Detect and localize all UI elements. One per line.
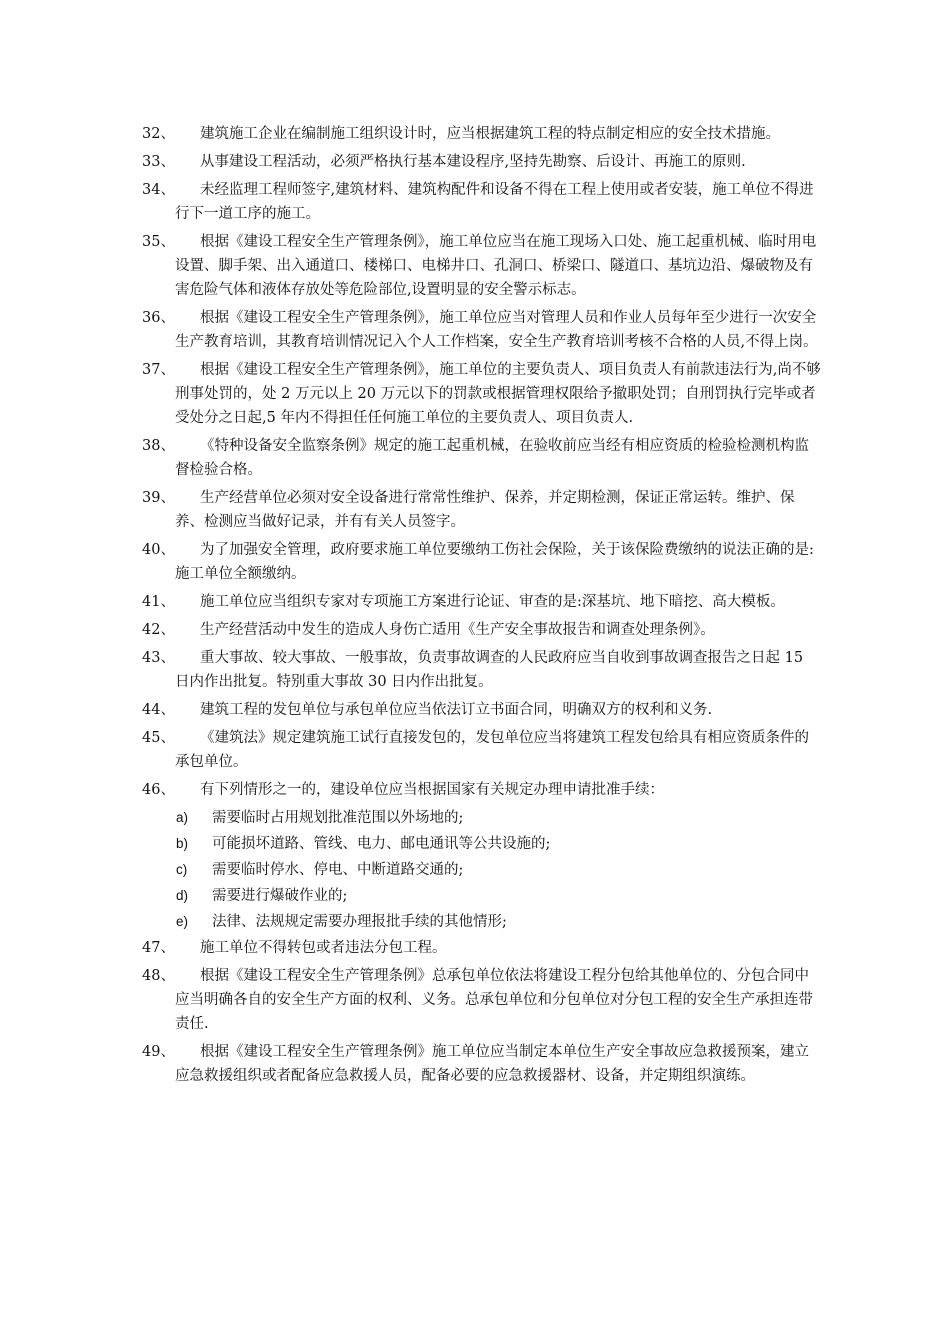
item-number: 33、 [142, 154, 175, 170]
item-number: 41、 [142, 594, 175, 610]
list-item [142, 964, 822, 1036]
item-text: 施工单位应当组织专家对专项施工方案进行论证、审查的是:深基坑、地下暗挖、高大模板。 [200, 594, 785, 610]
sub-item-text: 需要进行爆破作业的; [212, 888, 348, 904]
item-text: 重大事故、较大事故、一般事故，负责事故调查的人民政府应当自收到事故调查报告之日起 15 日内作出批复。特别重大事故 30 日内作出批复。 [175, 650, 804, 690]
list-item [142, 936, 822, 960]
list-item [142, 178, 822, 226]
item-number: 34、 [142, 182, 175, 198]
item-text: 根据《建设工程安全生产管理条例》，施工单位应当对管理人员和作业人员每年至少进行一次安全生产教育培训，其教育培训情况记入个人工作档案，安全生产教育培训考核不合格的人员,不得上岗。 [175, 310, 818, 350]
document-body [142, 122, 822, 1092]
item-text: 未经监理工程师签字,建筑材料、建筑构配件和设备不得在工程上使用或者安装，施工单位不得进行下一道工序的施工。 [175, 182, 814, 222]
item-text: 生产经营活动中发生的造成人身伤亡适用《生产安全事故报告和调查处理条例》。 [200, 622, 715, 638]
item-text: 根据《建设工程安全生产管理条例》施工单位应当制定本单位生产安全事故应急救援预案，建立应急救援组织或者配备应急救援人员，配备必要的应急救援器材、设备，并定期组织演练。 [175, 1044, 809, 1084]
item-number: 37、 [142, 362, 175, 378]
list-item [142, 150, 822, 174]
item-number: 32、 [142, 126, 175, 142]
item-text: 从事建设工程活动，必须严格执行基本建设程序,坚持先勘察、后设计、再施工的原则. [200, 154, 746, 170]
sub-item-letter: a) [176, 810, 189, 825]
item-number: 44、 [142, 702, 175, 718]
sub-list-item [142, 884, 822, 908]
list-item [142, 230, 822, 302]
item-number: 47、 [142, 940, 175, 956]
list-item [142, 306, 822, 354]
sub-item-letter: b) [176, 836, 189, 851]
item-text: 根据《建设工程安全生产管理条例》，施工单位的主要负责人、项目负责人有前款违法行为,尚不够刑事处罚的，处 2 万元以上 20 万元以下的罚款或根据管理权限给予撤职处罚；自刑罚执行完毕或者受处分之日起,5 年内不得担任任何施工单位的主要负责人、项目负责人. [175, 362, 821, 426]
item-text: 有下列情形之一的，建设单位应当根据国家有关规定办理申请批准手续： [200, 782, 664, 798]
list-item [142, 698, 822, 722]
item-text: 根据《建设工程安全生产管理条例》总承包单位依法将建设工程分包给其他单位的、分包合同中应当明确各自的安全生产方面的权利、义务。总承包单位和分包单位对分包工程的安全生产承担连带责任. [175, 968, 813, 1032]
item-number: 48、 [142, 968, 175, 984]
list-item [142, 434, 822, 482]
list-item [142, 726, 822, 774]
list-item [142, 486, 822, 534]
list-item [142, 538, 822, 586]
list-item [142, 122, 822, 146]
item-number: 38、 [142, 438, 175, 454]
item-text: 根据《建设工程安全生产管理条例》，施工单位应当在施工现场入口处、施工起重机械、临时用电设置、脚手架、出入通道口、楼梯口、电梯井口、孔洞口、桥梁口、隧道口、基坑边沿、爆破物及有害危险气体和液体存放处等危险部位,设置明显的安全警示标志。 [175, 234, 817, 298]
item-number: 35、 [142, 234, 175, 250]
list-item [142, 618, 822, 642]
sub-item-text: 可能损坏道路、管线、电力、邮电通讯等公共设施的; [212, 836, 551, 852]
sub-item-text: 需要临时占用规划批准范围以外场地的; [212, 810, 464, 826]
item-number: 36、 [142, 310, 175, 326]
sub-list-item [142, 832, 822, 856]
item-number: 45、 [142, 730, 175, 746]
sub-list-item [142, 910, 822, 934]
item-text: 为了加强安全管理，政府要求施工单位要缴纳工伤社会保险，关于该保险费缴纳的说法正确的是:施工单位全额缴纳。 [175, 542, 814, 582]
sub-list-item [142, 806, 822, 830]
item-text: 建筑工程的发包单位与承包单位应当依法订立书面合同，明确双方的权利和义务. [200, 702, 713, 718]
item-number: 42、 [142, 622, 175, 638]
item-text: 生产经营单位必须对安全设备进行常常性维护、保养，并定期检测，保证正常运转。维护、保养、检测应当做好记录，并有有关人员签字。 [175, 490, 795, 530]
item-number: 39、 [142, 490, 175, 506]
item-text: 施工单位不得转包或者违法分包工程。 [200, 940, 447, 956]
list-item [142, 1040, 822, 1088]
list-item [142, 646, 822, 694]
sub-item-text: 法律、法规规定需要办理报批手续的其他情形; [212, 914, 507, 930]
sub-item-letter: d) [176, 888, 189, 903]
item-number: 43、 [142, 650, 175, 666]
item-number: 49、 [142, 1044, 175, 1060]
sub-item-text: 需要临时停水、停电、中断道路交通的; [212, 862, 464, 878]
item-text: 《建筑法》规定建筑施工试行直接发包的，发包单位应当将建筑工程发包给具有相应资质条件的承包单位。 [175, 730, 809, 770]
sub-list-item [142, 858, 822, 882]
list-item [142, 778, 822, 802]
list-item [142, 590, 822, 614]
sub-item-letter: e) [176, 914, 189, 929]
item-text: 建筑施工企业在编制施工组织设计时，应当根据建筑工程的特点制定相应的安全技术措施。 [200, 126, 780, 142]
list-item [142, 358, 822, 430]
item-text: 《特种设备安全监察条例》规定的施工起重机械，在验收前应当经有相应资质的检验检测机构监督检验合格。 [175, 438, 809, 478]
sub-item-letter: c) [176, 862, 188, 877]
item-number: 40、 [142, 542, 175, 558]
item-number: 46、 [142, 782, 175, 798]
